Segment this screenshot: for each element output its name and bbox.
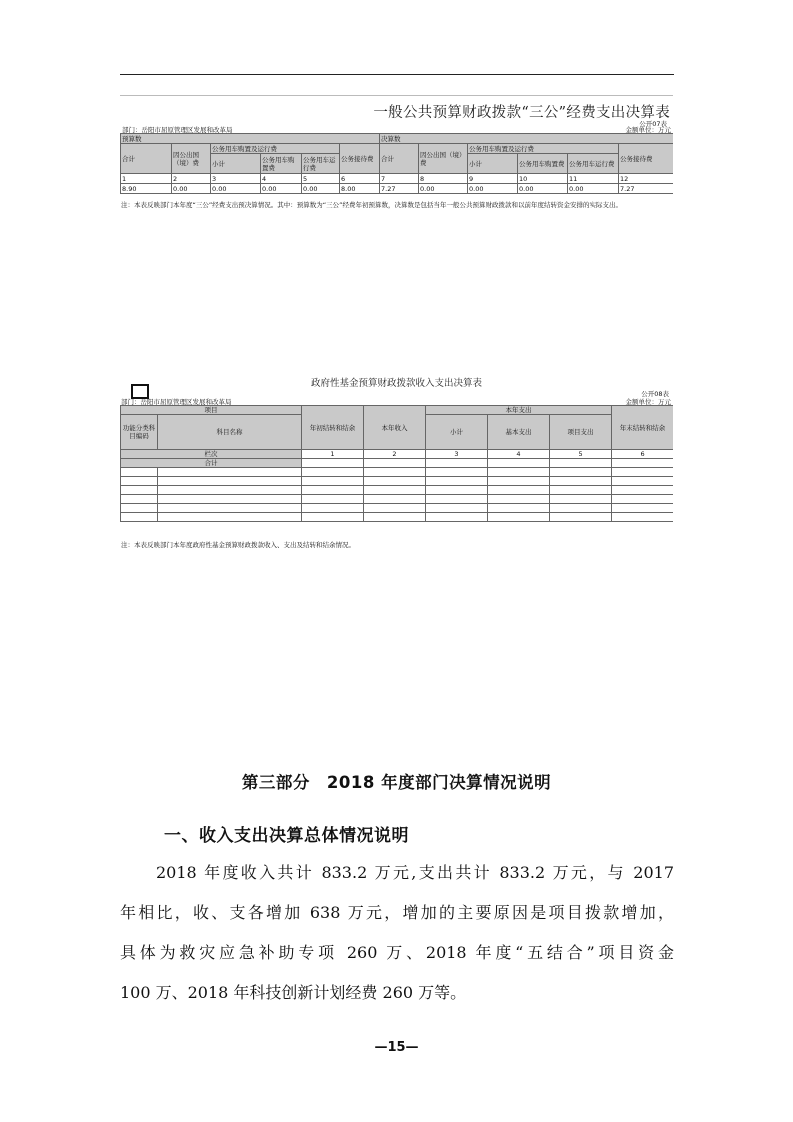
index-cell: 3 <box>426 450 488 459</box>
col-header: 公务接待费 <box>619 144 674 174</box>
table-cell <box>158 513 302 522</box>
table-cell <box>426 459 488 468</box>
table-cell <box>121 477 158 486</box>
table-row <box>121 513 674 522</box>
table-note: 注：本表反映部门本年度“三公”经费支出预决算情况。其中：预算数为“三公”经费年初预算数，决算数是包括当年一般公共预算财政拨款和以前年度结转资金安排的实际支出。 <box>121 201 622 209</box>
table-cell <box>612 513 673 522</box>
expense-header: 本年支出 <box>426 406 612 415</box>
col-header: 小计 <box>211 154 261 174</box>
index-cell: 9 <box>468 174 518 184</box>
index-cell: 5 <box>302 174 340 184</box>
table-top-line <box>120 95 673 96</box>
col-header: 合计 <box>121 144 172 174</box>
table-cell <box>550 459 612 468</box>
paragraph-line: 100 万、2018 年科技创新计划经费 260 万等。 <box>120 983 467 1002</box>
index-row <box>121 174 674 184</box>
value-cell: 7.27 <box>619 184 674 194</box>
opening-header: 年初结转和结余 <box>302 406 364 450</box>
basic-header: 基本支出 <box>488 415 550 450</box>
col-header: 合计 <box>380 144 419 174</box>
func-code-header: 功能分类科目编码 <box>121 415 158 450</box>
paragraph-line: 2018 年度收入共计 833.2 万元,支出共计 833.2 万元，与 2017 <box>156 863 674 882</box>
col-header: 因公出国（境）费 <box>172 144 211 174</box>
value-row <box>121 184 674 194</box>
table-cell <box>550 504 612 513</box>
index-cell: 6 <box>340 174 380 184</box>
unit-label: 金额单位：万元 <box>625 398 671 406</box>
col-header: 公务用车运行费 <box>302 154 340 174</box>
value-cell: 0.00 <box>261 184 302 194</box>
vehicle-header: 公务用车购置及运行费 <box>211 144 340 154</box>
table-row <box>121 504 674 513</box>
three-public-expenses-table-image <box>120 95 673 221</box>
department-label: 部门：岳阳市屈原管理区发展和改革局 <box>122 126 233 134</box>
index-cell: 3 <box>211 174 261 184</box>
index-row <box>121 450 674 459</box>
table-row <box>121 495 674 504</box>
subject-name-header: 科目名称 <box>158 415 302 450</box>
index-cell: 2 <box>172 174 211 184</box>
value-cell: 0.00 <box>172 184 211 194</box>
table-cell <box>426 486 488 495</box>
table-cell <box>121 468 158 477</box>
project-expense-header: 项目支出 <box>550 415 612 450</box>
department-label: 部门：岳阳市屈原管理区发展和改革局 <box>121 398 232 406</box>
total-row <box>121 459 674 468</box>
table-cell <box>364 504 426 513</box>
table-cell <box>302 468 364 477</box>
table-cell <box>364 513 426 522</box>
row-label: 栏次 <box>121 450 302 459</box>
table-cell <box>302 495 364 504</box>
table-cell <box>364 495 426 504</box>
government-fund-table-image <box>120 374 673 550</box>
three-public-expenses-table <box>120 133 673 194</box>
value-cell: 0.00 <box>518 184 568 194</box>
table-cell <box>612 495 673 504</box>
project-header: 项目 <box>121 406 302 415</box>
index-cell: 1 <box>121 174 172 184</box>
table-cell <box>426 477 488 486</box>
table-cell <box>302 486 364 495</box>
subtotal-header: 小计 <box>426 415 488 450</box>
table-cell <box>158 486 302 495</box>
table-cell <box>550 486 612 495</box>
table-cell <box>158 504 302 513</box>
table-cell <box>488 495 550 504</box>
table-cell <box>488 477 550 486</box>
value-cell: 0.00 <box>419 184 468 194</box>
table-cell <box>426 513 488 522</box>
table-cell <box>426 504 488 513</box>
value-cell: 8.00 <box>340 184 380 194</box>
index-cell: 6 <box>612 450 673 459</box>
index-cell: 7 <box>380 174 419 184</box>
final-header: 决算数 <box>380 134 674 144</box>
table-cell <box>488 486 550 495</box>
index-cell: 1 <box>302 450 364 459</box>
index-cell: 2 <box>364 450 426 459</box>
table-cell <box>302 477 364 486</box>
header-rule <box>120 74 674 75</box>
value-cell: 0.00 <box>468 184 518 194</box>
table-cell <box>158 495 302 504</box>
table-cell <box>158 477 302 486</box>
government-fund-table <box>120 405 673 522</box>
table-cell <box>550 495 612 504</box>
table-cell <box>121 504 158 513</box>
income-header: 本年收入 <box>364 406 426 450</box>
table-cell <box>121 486 158 495</box>
table-cell <box>612 486 673 495</box>
page-number: —15— <box>374 1040 419 1055</box>
table-note: 注：本表反映部门本年度政府性基金预算财政拨款收入、支出及结转和结余情况。 <box>121 541 355 549</box>
closing-header: 年末结转和结余 <box>612 406 673 450</box>
table-row <box>121 486 674 495</box>
index-cell: 5 <box>550 450 612 459</box>
paragraph-line: 具体为救灾应急补助专项 260 万、2018 年度“五结合”项目资金 <box>120 943 674 962</box>
table-cell <box>426 468 488 477</box>
table-cell <box>121 513 158 522</box>
table-cell <box>302 513 364 522</box>
table-cell <box>426 495 488 504</box>
section-subheading: 一、收入支出决算总体情况说明 <box>164 826 409 846</box>
value-cell: 0.00 <box>568 184 619 194</box>
col-header: 小计 <box>468 154 518 174</box>
table-cell <box>488 513 550 522</box>
col-header: 公务用车购置费 <box>261 154 302 174</box>
table-row <box>121 477 674 486</box>
table-cell <box>488 468 550 477</box>
index-cell: 8 <box>419 174 468 184</box>
table-cell <box>612 468 673 477</box>
section-paragraph <box>120 853 674 1013</box>
paragraph-line: 年相比，收、支各增加 638 万元，增加的主要原因是项目拨款增加， <box>120 903 674 922</box>
total-label: 合计 <box>121 459 302 468</box>
table-cell <box>364 468 426 477</box>
table-cell <box>550 468 612 477</box>
index-cell: 11 <box>568 174 619 184</box>
table-cell <box>550 513 612 522</box>
col-header: 公务接待费 <box>340 144 380 174</box>
value-cell: 8.90 <box>121 184 172 194</box>
table-cell <box>488 504 550 513</box>
table-cell <box>612 504 673 513</box>
col-header: 公务用车运行费 <box>568 154 619 174</box>
index-cell: 4 <box>261 174 302 184</box>
value-cell: 7.27 <box>380 184 419 194</box>
section-heading: 第三部分 2018 年度部门决算情况说明 <box>241 773 552 792</box>
index-cell: 10 <box>518 174 568 184</box>
table-cell <box>612 459 673 468</box>
table-cell <box>364 477 426 486</box>
table-cell <box>158 468 302 477</box>
index-cell: 12 <box>619 174 674 184</box>
table-cell <box>364 459 426 468</box>
table-code: 公开08表 <box>641 390 669 398</box>
table-code: 公开07表 <box>639 120 667 128</box>
index-cell: 4 <box>488 450 550 459</box>
table-cell <box>488 459 550 468</box>
value-cell: 0.00 <box>302 184 340 194</box>
unit-label: 金额单位：万元 <box>625 126 671 134</box>
vehicle-header: 公务用车购置及运行费 <box>468 144 619 154</box>
col-header: 因公出国（境）费 <box>419 144 468 174</box>
table-title: 一般公共预算财政拨款“三公”经费支出决算表 <box>373 105 670 121</box>
budget-header: 预算数 <box>121 134 380 144</box>
table-cell <box>550 477 612 486</box>
value-cell: 0.00 <box>211 184 261 194</box>
table-cell <box>302 459 364 468</box>
table-cell <box>612 477 673 486</box>
table-title: 政府性基金预算财政拨款收入支出决算表 <box>310 378 482 389</box>
table-cell <box>121 495 158 504</box>
table-cell <box>364 486 426 495</box>
col-header: 公务用车购置费 <box>518 154 568 174</box>
table-row <box>121 468 674 477</box>
table-cell <box>302 504 364 513</box>
